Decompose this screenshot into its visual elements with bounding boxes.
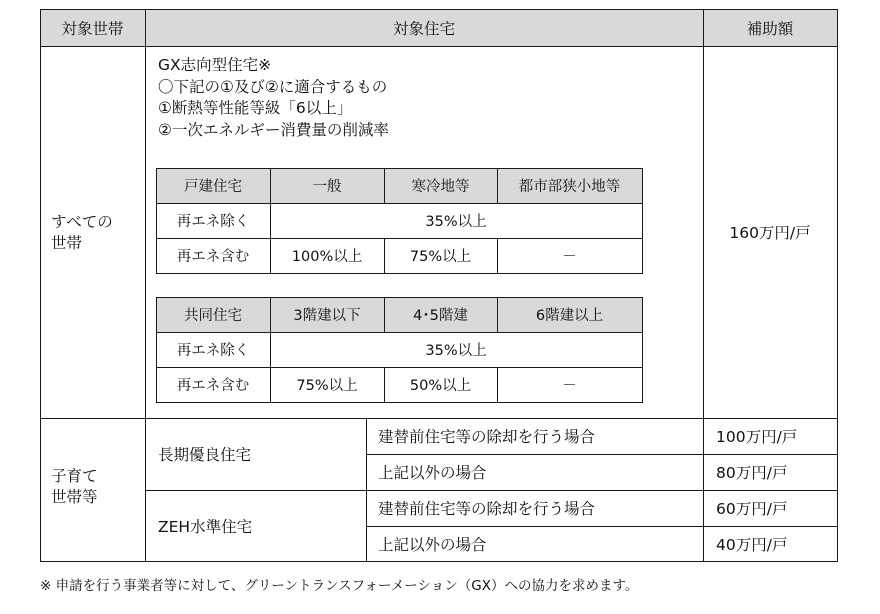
condition-demolition-1: 建替前住宅等の除却を行う場合 [378, 428, 596, 446]
condition-demolition-2: 建替前住宅等の除却を行う場合 [378, 500, 596, 518]
amount-long-demolition: 100万円/戸 [716, 428, 798, 446]
gx-description [158, 55, 389, 141]
detached-row2-urban: － [562, 249, 577, 265]
household-all-line1: すべての [51, 213, 113, 231]
collective-low-header: 3階建以下 [293, 308, 361, 324]
detached-row1-value: 35%以上 [425, 214, 487, 230]
collective-row1-value: 35%以上 [425, 343, 487, 359]
amount-zeh-demolition: 60万円/戸 [716, 500, 788, 518]
detached-row1-label: 再エネ除く [176, 214, 250, 230]
household-child-line1: 子育て [51, 467, 98, 485]
detached-urban-header: 都市部狭小地等 [518, 179, 621, 195]
detached-header: 戸建住宅 [184, 179, 242, 195]
header-target-household: 対象世帯 [61, 19, 124, 38]
gx-condition-2: ②一次エネルギー消費量の削減率 [158, 120, 389, 139]
household-all-line2: 世帯 [51, 234, 83, 252]
detached-row2-general: 100%以上 [291, 249, 363, 265]
header-subsidy-amount: 補助額 [746, 19, 794, 38]
household-child [51, 467, 98, 507]
gx-requirement: 〇下記の①及び②に適合するもの [158, 77, 388, 96]
amount-zeh-other: 40万円/戸 [716, 535, 788, 554]
condition-other-1: 上記以外の場合 [378, 464, 487, 482]
collective-row2-label: 再エネ含む [176, 378, 250, 394]
header-target-housing: 対象住宅 [392, 19, 455, 38]
collective-header: 共同住宅 [184, 308, 242, 324]
collective-high-header: 6階建以上 [535, 308, 604, 324]
collective-mid-header: 4･5階建 [413, 308, 468, 324]
gx-title: GX志向型住宅※ [158, 56, 272, 74]
detached-cold-header: 寒冷地等 [411, 179, 470, 195]
collective-row1-label: 再エネ除く [176, 343, 250, 359]
footnote: ※ 申請を行う事業者等に対して、グリーントランスフォーメーション（GX）への協力を求めます。 [40, 578, 639, 594]
zeh-housing: ZEH水準住宅 [158, 517, 253, 536]
long-term-housing: 長期優良住宅 [158, 446, 252, 464]
collective-row2-high: － [562, 378, 577, 394]
gx-condition-1: ①断熱等性能等級「6以上」 [158, 99, 353, 117]
detached-general-header: 一般 [312, 179, 342, 195]
collective-row2-low: 75%以上 [296, 378, 358, 394]
household-all [51, 213, 113, 253]
gx-amount: 160万円/戸 [729, 224, 811, 242]
collective-row2-mid: 50%以上 [409, 378, 472, 394]
household-child-line2: 世帯等 [51, 488, 98, 506]
condition-other-2: 上記以外の場合 [378, 535, 487, 554]
detached-row2-label: 再エネ含む [176, 249, 250, 265]
detached-row2-cold: 75%以上 [409, 249, 472, 265]
amount-long-other: 80万円/戸 [716, 464, 788, 482]
